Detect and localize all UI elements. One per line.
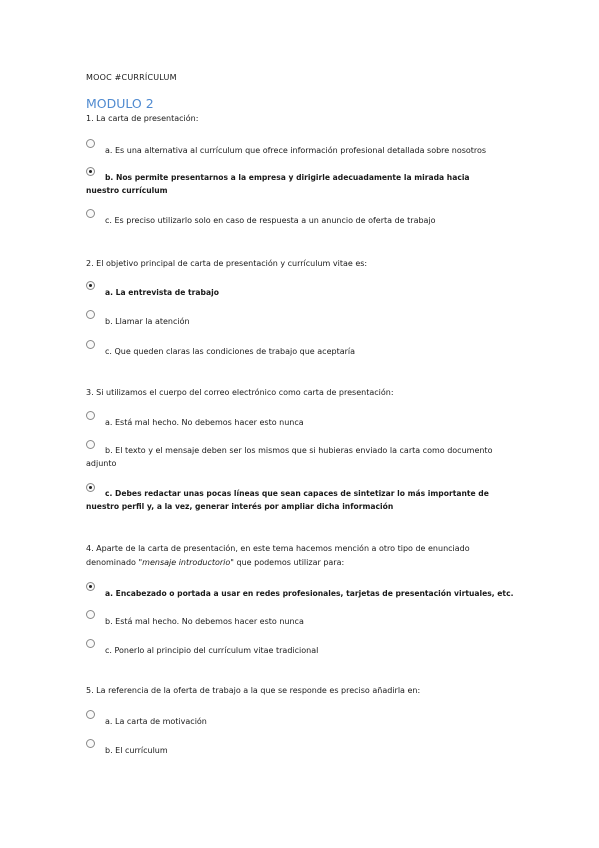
option-label: b. Llamar la atención (105, 317, 190, 326)
radio-button[interactable] (86, 139, 95, 148)
module-title: MODULO 2 (86, 96, 154, 111)
question-2-text: 2. El objetivo principal de carta de presentación y currículum vitae es: (86, 259, 368, 268)
question-5-text: 5. La referencia de la oferta de trabajo a la que se responde es preciso añadirla en: (86, 686, 421, 695)
option-label: a. Está mal hecho. No debemos hacer esto nunca (105, 418, 304, 427)
radio-button[interactable] (86, 639, 95, 648)
option-label: b. El texto y el mensaje deben ser los mismos que si hubieras enviado la carta como documento adjunto (86, 446, 493, 468)
option-label: c. Que queden claras las condiciones de trabajo que aceptaría (105, 347, 356, 356)
option-label: b. Nos permite presentarnos a la empresa y dirigirle adecuadamente la mirada hacia nuestro currículum (86, 173, 470, 195)
option-label: c. Es preciso utilizarlo solo en caso de respuesta a un anuncio de oferta de trabajo (105, 216, 436, 225)
document-header: MOOC #CURRÍCULUM (86, 73, 177, 82)
question-4-text-before: 4. Aparte de la carta de presentación, en este tema hacemos mención a otro tipo de enunciado denominado " (86, 544, 470, 567)
question-3-text: 3. Si utilizamos el cuerpo del correo electrónico como carta de presentación: (86, 388, 394, 397)
option-label: b. El currículum (105, 746, 168, 755)
question-4-text (86, 542, 516, 570)
option-label: a. La carta de motivación (105, 717, 207, 726)
option-label: c. Debes redactar unas pocas líneas que sean capaces de sintetizar lo más importante de nuestro perfil y, a la vez, generar interés por ampliar dicha información (86, 489, 489, 511)
radio-button[interactable] (86, 340, 95, 349)
radio-button-selected[interactable] (86, 582, 95, 591)
option-label: a. Es una alternativa al currículum que ofrece información profesional detallada sobre nosotros (105, 146, 487, 155)
question-1-text: 1. La carta de presentación: (86, 114, 199, 123)
radio-button[interactable] (86, 411, 95, 420)
question-4-text-after: " que podemos utilizar para: (230, 558, 345, 567)
radio-button[interactable] (86, 310, 95, 319)
question-4-text-emphasis: mensaje introductorio (142, 558, 231, 567)
option-label: a. La entrevista de trabajo (105, 288, 219, 297)
option-label: c. Ponerlo al principio del currículum vitae tradicional (105, 646, 319, 655)
option-label: a. Encabezado o portada a usar en redes profesionales, tarjetas de presentación virtuales, etc. (105, 589, 514, 598)
radio-button[interactable] (86, 710, 95, 719)
radio-button[interactable] (86, 610, 95, 619)
radio-button-selected[interactable] (86, 281, 95, 290)
option-label: b. Está mal hecho. No debemos hacer esto nunca (105, 617, 304, 626)
radio-button[interactable] (86, 209, 95, 218)
radio-button[interactable] (86, 739, 95, 748)
